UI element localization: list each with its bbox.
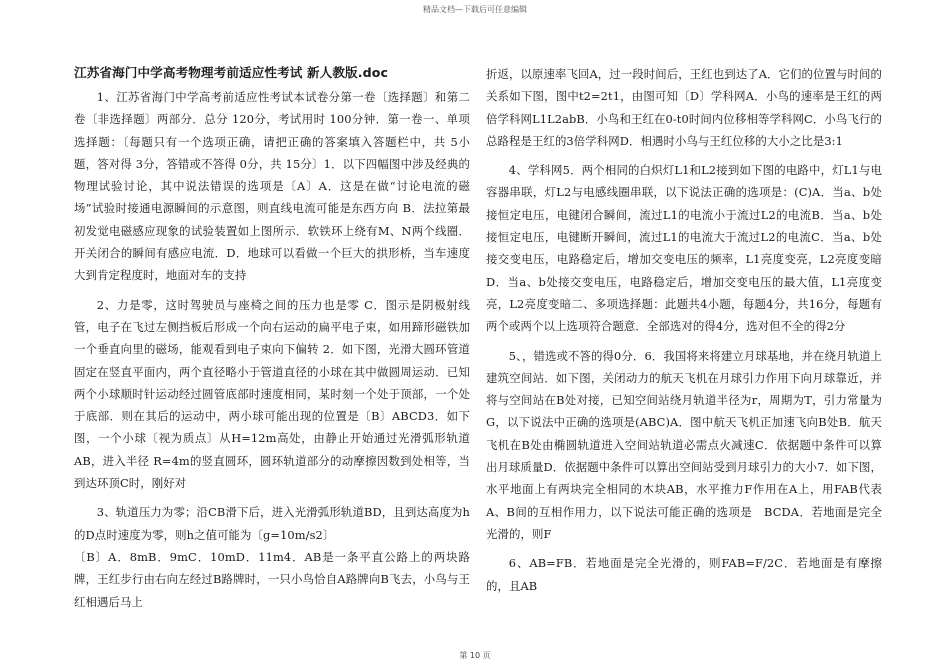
- paragraph: 2、力是零，这时驾驶员与座椅之间的压力也是零 C．图示是阴极射线管，电子在飞过左侧挡板后形成一个向右运动的扁平电子束，如用蹄形磁铁加一个垂直向里的磁场，能观看到电子束向下偏转 2．如下图，光滑大圆环管道固定在竖直平面内，两个直径略小于管道直径的小球在其中做圆周运动．已知两个小球顺时针运动经过圆管底部时速度相同，某时刻一个处于顶部，一个处于底部．则在其后的运动中，两小球可能出现的位置是〔B〕ABCD3．如下图，一个小球〔视为质点〕从H=12m高处，由静止开始通过光滑弧形轨道AB，进入半径 R=4m的竖直圆环，圆环轨道部分的动摩擦因数到处相等，当到达环顶C时，刚好对: [74, 297, 470, 491]
- page-header: 精品文档—下载后可任意编辑: [423, 5, 527, 14]
- paragraph: 3、轨道压力为零；沿CB滑下后，进入光滑弧形轨道BD，且到达高度为h的D点时速度为零，则h之值可能为〔g=10m/s2〕: [74, 505, 470, 542]
- page-footer: 第 10 页: [459, 651, 491, 660]
- paragraph: 折返，以原速率飞回A，过一段时间后，王红也到达了A．它们的位置与时间的关系如下图，图中t2=2t1，由图可知〔D〕学科网A．小鸟的速率是王红的两倍学科网L1L2abB．小鸟和王红在0-t0时间内位移相等学科网C．小鸟飞行的总路程是王红的3倍学科网D．相遇时小鸟与王红位移的大小之比是3:1: [486, 67, 882, 148]
- paragraph: 1、江苏省海门中学高考前适应性考试本试卷分第一卷〔选择题〕和第二卷〔非选择题〕两部分．总分 120分，考试用时 100分钟．第一卷一、单项选择题：〔每题只有一个选项正确，请把正确的答案填入答题栏中，共 5小题，答对得 3分，答错或不答得 0分，共 15分〕1．以下四幅图中涉及经典的物理试验讨论，其中说法错误的选项是〔A〕A．这是在做“讨论电流的磁场”试验时接通电源瞬间的示意图，则直线电流可能是东西方向 B．法拉第最初发觉电磁感应现象的试验装置如上图所示．软铁环上绕有M、N两个线圈．开关闭合的瞬间有感应电流．D．地球可以看做一个巨大的拱形桥，当车速度大到肯定程度时，地面对车的支持: [74, 90, 470, 283]
- document-title: 江苏省海门中学高考物理考前适应性考试 新人教版.doc: [74, 65, 389, 80]
- paragraph: 5、，错选或不答的得0分．6．我国将来将建立月球基地，并在绕月轨道上建筑空间站．如下图，关闭动力的航天飞机在月球引力作用下向月球靠近，并将与空间站在B处对接，已知空间站绕月轨道半径为r，周期为T，引力常量为G，以下说法中正确的选项是(ABC)A．图中航天飞机正加速飞向B处B．航天飞机在B处由椭圆轨道进入空间站轨道必需点火减速C．依据题中条件可以算出月球质量D．依据题中条件可以算出空间站受到月球引力的大小7．如下图，水平地面上有两块完全相同的木块AB，水平推力F作用在A上，用FAB代表A、B间的互相作用力，以下说法可能正确的选项是 BCDA．若地面是完全光滑的，则F: [486, 348, 882, 541]
- paragraph: 4、学科网5．两个相同的白炽灯L1和L2接到如下图的电路中，灯L1与电容器串联，灯L2与电感线圈串联，以下说法正确的选项是：(C)A．当a、b处接恒定电压，电键闭合瞬间，流过L1的电流小于流过L2的电流B．当a、b处接恒定电压，电键断开瞬间，流过L1的电流大于流过L2的电流C．当a、b处接交变电压，电路稳定后，增加交变电压的频率，L1亮度变亮，L2亮度变暗D．当a、b处接交变电压，电路稳定后，增加交变电压的最大值，L1亮度变亮，L2亮度变暗二、多项选择题：此题共4小题，每题4分，共16分，每题有两个或两个以上选项符合题意．全部选对的得4分，选对但不全的得2分: [486, 163, 882, 334]
- paragraph: 〔B〕A．8mB．9mC．10mD．11m4．AB是一条平直公路上的两块路牌，王红步行由右向左经过B路牌时，一只小鸟恰自A路牌向B飞去，小鸟与王红相遇后马上: [74, 549, 470, 609]
- left-column: [74, 62, 470, 620]
- paragraph: 6、AB=FB．若地面是完全光滑的，则FAB=F/2C．若地面是有摩擦的，且AB: [486, 556, 882, 593]
- right-column: [486, 63, 882, 604]
